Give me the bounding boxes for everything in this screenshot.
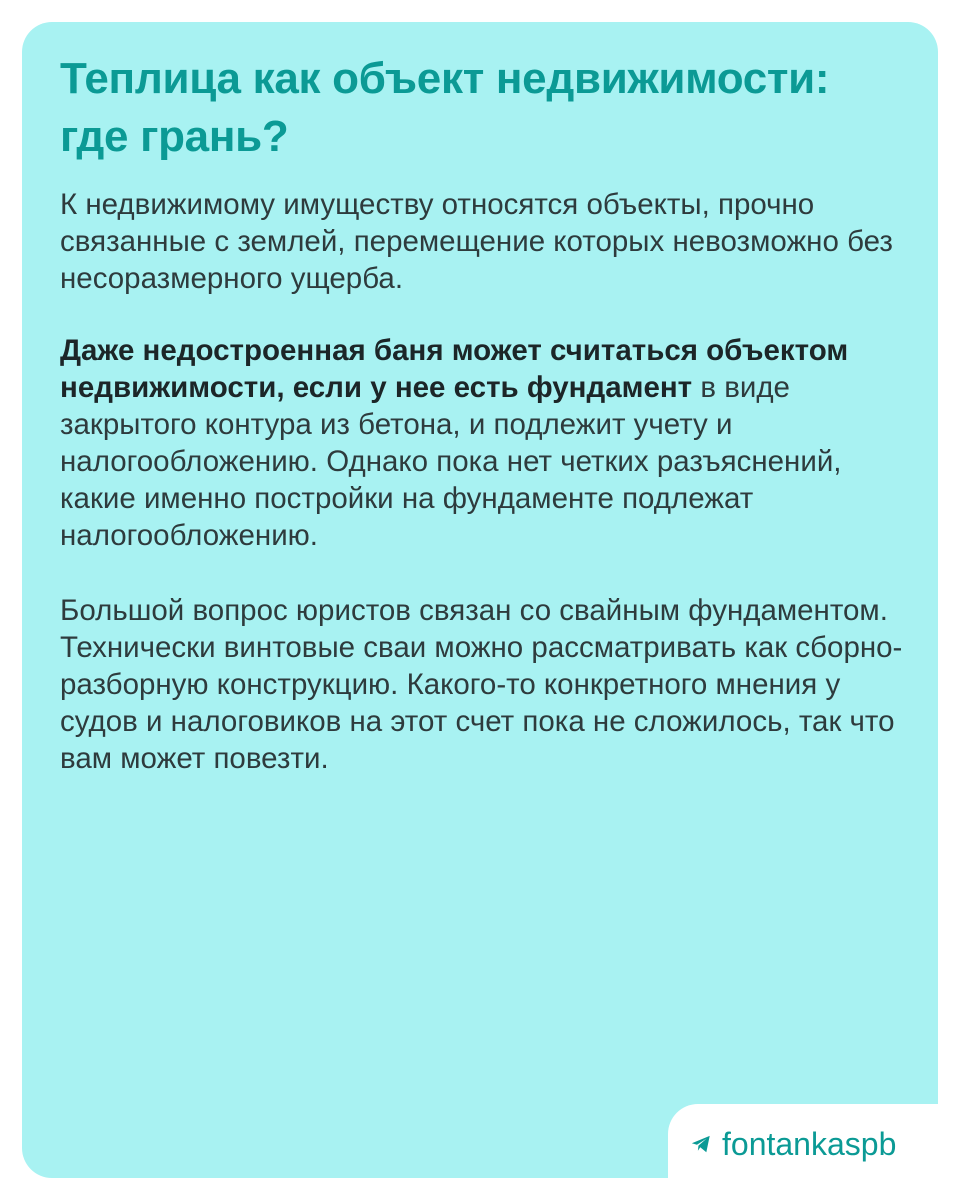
brand-name: fontankaspb: [722, 1126, 897, 1162]
paragraph-pile-foundation: Большой вопрос юристов связан со свайным фундаментом. Технически винтовые сваи можно рассматривать как сборно-разборную конструкцию. Какого-то конкретного мнения у судов и налоговиков на этот счет пока не сложилось, так что вам может повезти.: [60, 594, 903, 775]
paragraph-definition: К недвижимому имуществу относятся объекты, прочно связанные с землей, перемещение которых невозможно без несоразмерного ущерба.: [60, 188, 893, 295]
paragraph-bathhouse-rest: в виде закрытого контура из бетона, и подлежит учету и налогообложению. Однако пока нет четких разъяснений, какие именно постройки на фундаменте подлежат налогообложению.: [60, 371, 842, 552]
paragraph-bathhouse: [60, 332, 910, 554]
paragraph-bathhouse-lead: Даже недостроенная баня может считаться объектом недвижимости, если у нее есть фундамент: [60, 334, 849, 404]
brand-link[interactable]: [690, 1122, 896, 1166]
page-title: Теплица как объект недвижимости: где грань?: [60, 54, 830, 161]
telegram-icon: [690, 1133, 712, 1155]
